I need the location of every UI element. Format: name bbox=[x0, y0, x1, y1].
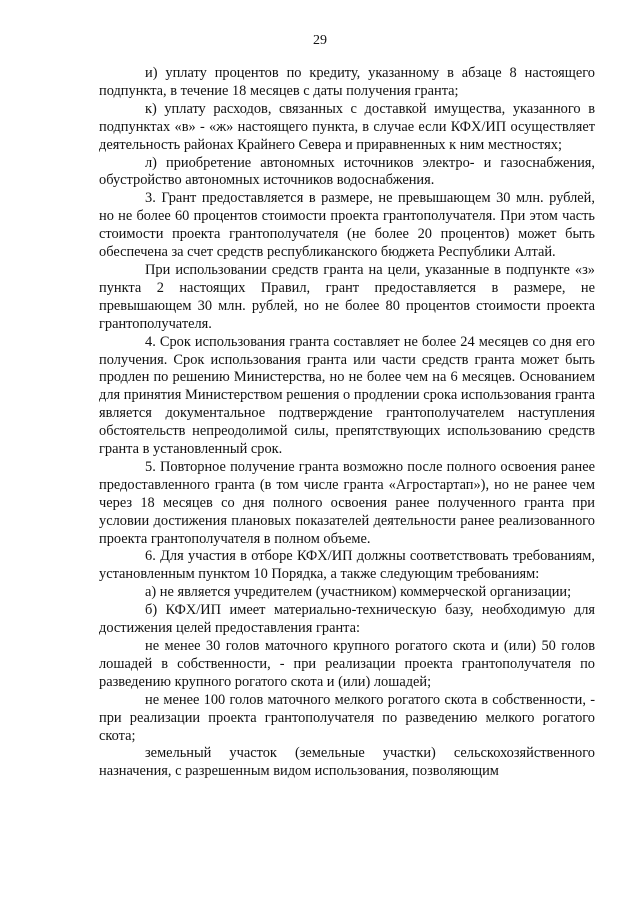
paragraph-a-not-founder: а) не является учредителем (участником) коммерческой организации; bbox=[145, 584, 572, 601]
paragraph-b-material-base: б) КФХ/ИП имеет материально-техническую базу, необходимую для достижения целей предоставления гранта: bbox=[99, 602, 595, 637]
paragraph-3-grant-amount: 3. Грант предоставляется в размере, не превышающем 30 млн. рублей, но не более 60 процентов стоимости проекта грантополучателя. При этом часть стоимости проекта грантополучателя (не более 20 процентов) может быть обеспечена за счет средств республиканского бюджета Республики Алтай. bbox=[99, 190, 595, 261]
paragraph-grant-use-z: При использовании средств гранта на цели, указанные в подпункте «з» пункта 2 настоящих Правил, грант предоставляется в размере, не превышающем 30 млн. рублей, но не более 80 процентов стоимости проекта грантополучателя. bbox=[99, 261, 595, 332]
paragraph-4-grant-term: 4. Срок использования гранта составляет не более 24 месяцев со дня его получения. Срок использования гранта или части средств гранта может быть продлен по решению Министерства, но не более чем на 6 месяцев. Основанием для принятия Министерством решения о продлении срока использования гранта является документальное подтверждение грантополучателем наступления обстоятельств непреодолимой силы, препятствующих использованию средств гранта в установленный срок. bbox=[99, 333, 595, 458]
paragraph-i-interest-payment: и) уплату процентов по кредиту, указанному в абзаце 8 настоящего подпункта, в течение 18 месяцев с даты получения гранта; bbox=[99, 65, 595, 99]
paragraph-cattle-horses: не менее 30 голов маточного крупного рогатого скота и (или) 50 голов лошадей в собственности, - при реализации проекта грантополучателя по разведению крупного рогатого скота и (или) лошадей; bbox=[99, 638, 595, 690]
paragraph-6-requirements: 6. Для участия в отборе КФХ/ИП должны соответствовать требованиям, установленным пунктом 10 Порядка, а также следующим требованиям: bbox=[99, 548, 595, 583]
paragraph-l-autonomous-sources: л) приобретение автономных источников электро- и газоснабжения, обустройство автономных источников водоснабжения. bbox=[99, 154, 595, 189]
page-number: 29 bbox=[313, 33, 327, 48]
document-body bbox=[99, 65, 595, 781]
paragraph-land-plot: земельный участок (земельные участки) сельскохозяйственного назначения, с разрешенным видом использования, позволяющим bbox=[99, 745, 595, 780]
paragraph-5-repeat-grant: 5. Повторное получение гранта возможно после полного освоения ранее предоставленного гранта (в том числе гранта «Агростартап»), но не ранее чем через 18 месяцев со дня полного освоения ранее полученного гранта при условии достижения плановых показателей деятельности ранее реализованного проекта грантополучателя в полном объеме. bbox=[99, 458, 595, 547]
paragraph-k-delivery-costs: к) уплату расходов, связанных с доставкой имущества, указанного в подпунктах «в» - «ж» настоящего пункта, в случае если КФХ/ИП осуществляет деятельность районах Крайнего Севера и приравненных к ним местностях; bbox=[99, 100, 595, 153]
paragraph-small-cattle: не менее 100 голов маточного мелкого рогатого скота в собственности, - при реализации проекта грантополучателя по разведению мелкого рогатого скота; bbox=[99, 691, 595, 744]
